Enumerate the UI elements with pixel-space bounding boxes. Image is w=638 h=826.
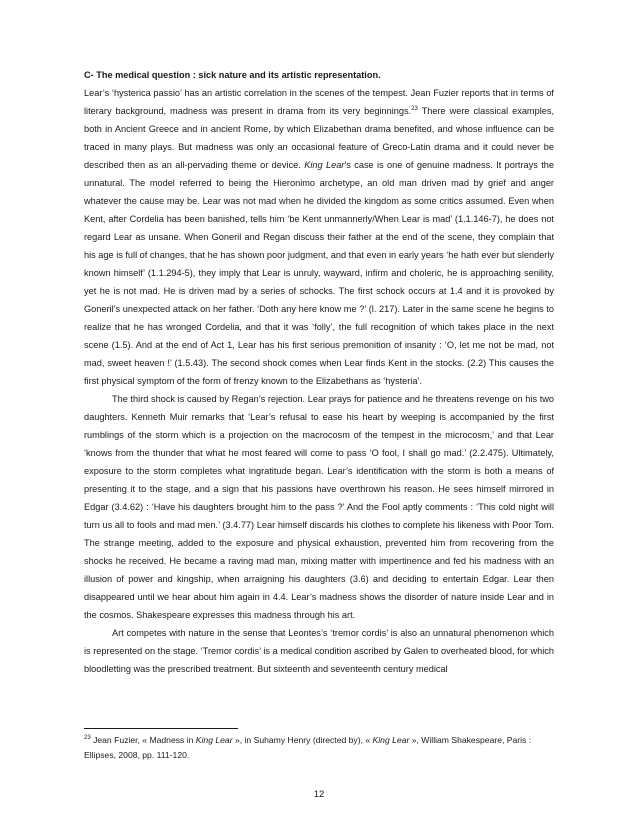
paragraph-1-text-c: ’s case is one of genuine madness. It portrays the unnatural. The model referred to being the Hieronimo archetype, an old man driven mad by grief and anger whatever the cause may be. Lear was not mad when he divided the kingdom as some critics assumed. Even when Kent, after Cordelia has been banished, tells him ‘be Kent unmannerly/When Lear is mad’ (1.1.146-7), he does not regard Lear as unsane. When Goneril and Regan discuss their father at the end of the scene, they complain that his age is full of changes, that he has shown poor judgment, and that even in early years ‘he hath ever but slenderly known himself’ (1.1.294-5), they imply that Lear is unruly, wayward, infirm and choleric, he is approaching senility, yet he is not mad. He is driven mad by a series of schocks. The first schock occurs at 1.4 and it is provoked by Goneril’s unexpected attack on her father. ‘Doth any here know me ?’ (l. 217). Later in the same scene he begins to realize that he has wronged Cordelia, and that it was ‘folly’, the full recognition of which takes place in the next scene (1.5). And at the end of Act 1, Lear has his first serious premonition of insanity : ‘O, let me not be mad, not mad, sweet heaven !’ (1.5.43). The second shock comes when Lear finds Kent in the stocks. (2.2) This causes the first physical symptom of the form of frenzy known to the Elizabethans as ‘hysteria’. [84,160,554,386]
footnote-title-1: King Lear [195,735,233,745]
footnote-divider [84,728,238,729]
footnote-reference[interactable]: 23 [411,105,418,112]
body-text [84,66,554,678]
footnote-text-a: Jean Fuzier, « Madness in [90,735,196,745]
footnote-text-c: », William Shakespeare, Paris : Ellipses, 2008, pp. 111-120. [84,735,532,760]
paragraph-3: Art competes with nature in the sense that Leontes’s ‘tremor cordis’ is also an unnatural phenomenon which is represented on the stage. ‘Tremor cordis’ is a medical condition ascribed by Galen to overheated blood, for which bloodletting was the prescribed treatment. But sixteenth and seventeenth century medical [84,628,554,674]
footnote-text-b: », in Suhamy Henry (directed by), « [232,735,373,745]
paragraph-1-text-a: Lear’s ‘hysterica passio’ has an artistic correlation in the scenes of the tempest. Jean Fuzier reports that in terms of literary background, madness was present in drama from its very beginnings. [84,88,554,116]
page-number: 12 [313,789,325,800]
footnote-number: 23 [84,735,91,742]
play-title-king-lear: King Lear [304,160,345,170]
paragraph-1-text-b: There were classical examples, both in Ancient Greece and in ancient Rome, by which Elizabethan drama benefited, and whose influence can be traced in many plays. But madness was only an occasional feature of Greco-Latin drama and it could never be described then as an all-pervading theme or device. [84,106,554,170]
footnote-title-2: King Lear [372,735,410,745]
footnote-23 [84,733,554,763]
section-heading: C- The medical question : sick nature and its artistic representation. [84,70,381,80]
paragraph-2: The third shock is caused by Regan’s rejection. Lear prays for patience and he threatens revenge on his two daughters. Kenneth Muir remarks that ‘Lear’s refusal to ease his heart by weeping is accompanied by the first rumblings of the storm which is a projection on the macrocosm of the tempest in the microcosm,’ and that Lear ‘knows from the thunder that what he most feared will come to pass ‘O fool, I shall go mad.’ (2.2.475). Ultimately, exposure to the storm completes what ingratitude began. Lear’s identification with the storm is both a means of presenting it to the stage, and a sign that his passions have overthrown his reason. He sees himself mirrored in Edgar (3.4.62) : ‘Have his daughters brought him to the pass ?’ And the Fool aptly comments : ‘This cold night will turn us all to fools and mad men.’ (3.4.77) Lear himself discards his clothes to complete his likeness with Poor Tom. The strange meeting, added to the exposure and physical exhaustion, prevented him from recovering from the shocks he received. He became a raving mad man, mixing matter with impertinence and fed his madness with an illusion of power and kingship, when arraigning his daughters (3.6) and deciding to entertain Edgar. Lear then disappeared until we hear about him again in 4.4. Lear’s madness shows the disorder of nature inside Lear and in the cosmos. Shakespeare expresses this madness through his art. [84,394,554,620]
paragraph-1 [84,84,554,390]
